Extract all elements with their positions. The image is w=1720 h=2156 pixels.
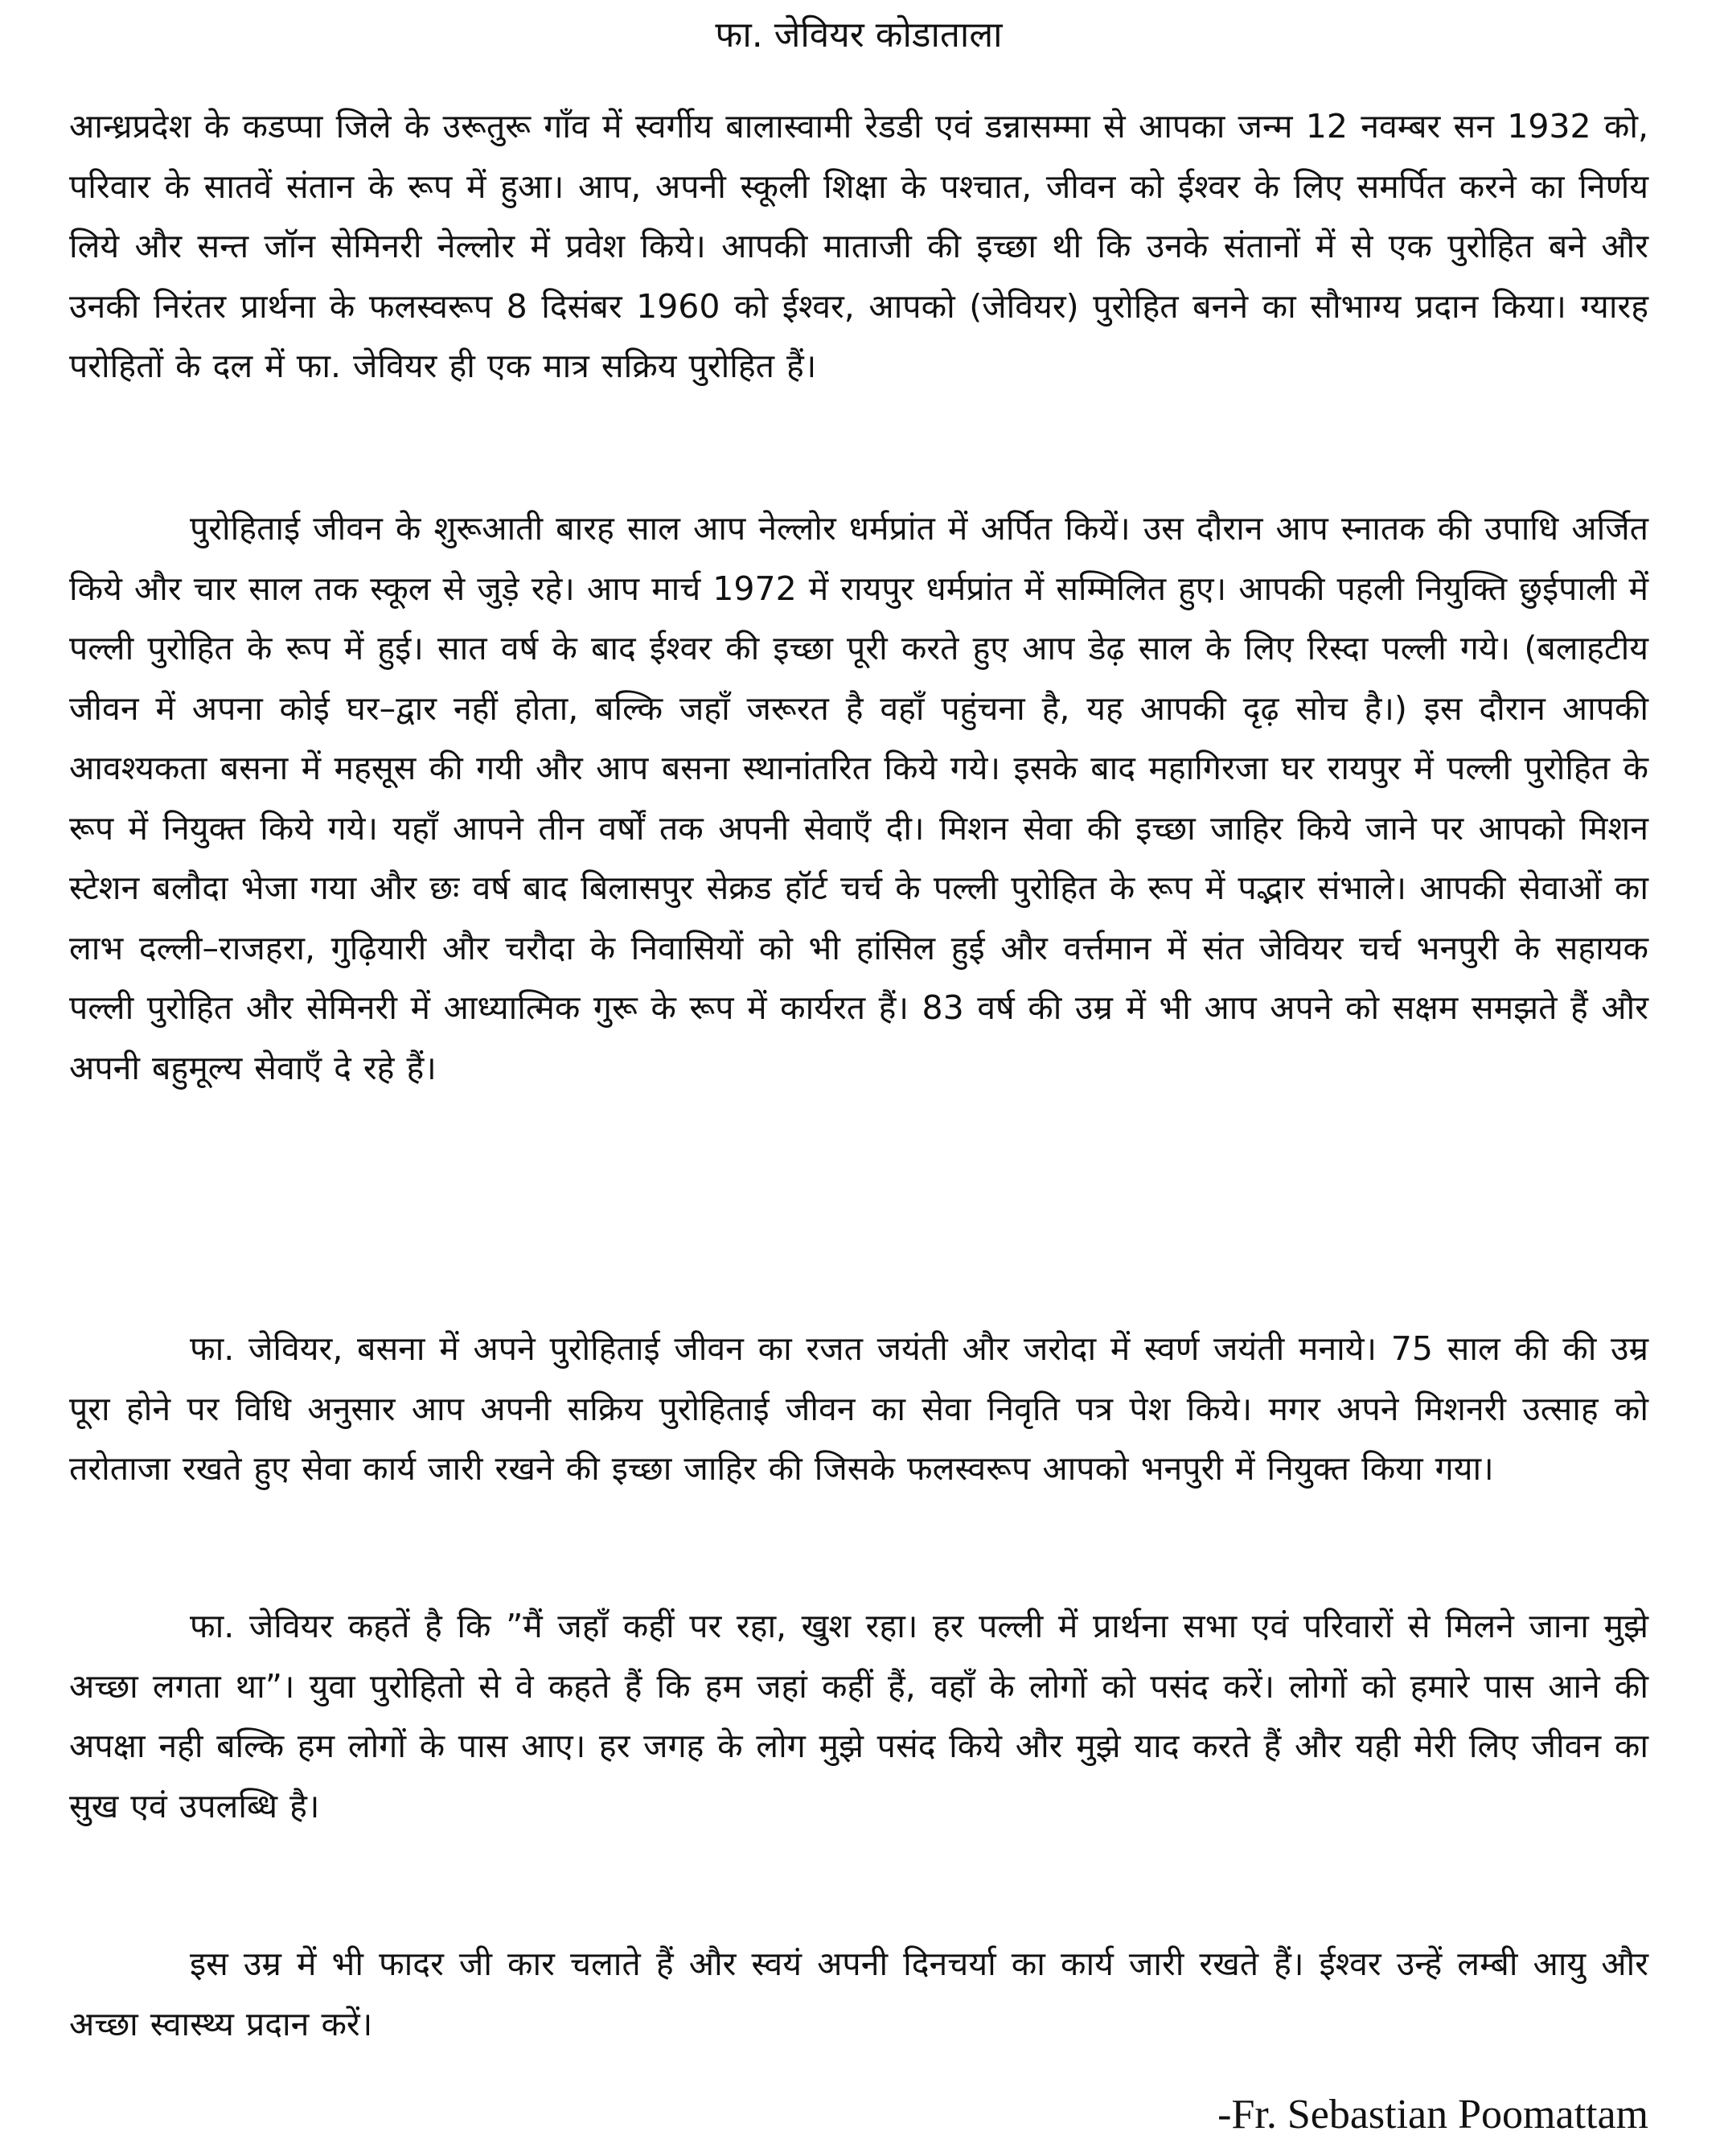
- paragraph-jubilees-and-retirement: फा. जेवियर, बसना में अपने पुरोहिताई जीवन का रजत जयंती और जरोदा में स्वर्ण जयंती मनाये। 75 साल की की उम्र पूरा होने पर विधि अनुसार आप अपनी सक्रिय पुरोहिताई जीवन का सेवा निवृति पत्र पेश किये। मगर अपने मिशनरी उत्साह को तरोताजा रखते हुए सेवा कार्य जारी रखने की इच्छा जाहिर की जिसके फलस्वरूप आपको भनपुरी में नियुक्त किया गया।: [69, 1329, 1648, 1488]
- document-title: फा. जेवियर कोडाताला: [715, 14, 1003, 55]
- author-signature: -Fr. Sebastian Poomattam: [1217, 2092, 1648, 2138]
- paragraph-priestly-service: पुरोहिताई जीवन के शुरूआती बारह साल आप नेल्लोर धर्मप्रांत में अर्पित कियें। उस दौरान आप स्नातक की उपाधि अर्जित किये और चार साल तक स्कूल से जुड़े रहे। आप मार्च 1972 में रायपुर धर्मप्रांत में सम्मिलित हुए। आपकी पहली नियुक्ति छुईपाली में पल्ली पुरोहित के रूप में हुई। सात वर्ष के बाद ईश्वर की इच्छा पूरी करते हुए आप डेढ़ साल के लिए रिस्दा पल्ली गये। (बलाहटीय जीवन में अपना कोई घर–द्वार नहीं होता, बल्कि जहाँ जरूरत है वहाँ पहुंचना है, यह आपकी दृढ़ सोच है।) इस दौरान आपकी आवश्यकता बसना में महसूस की गयी और आप बसना स्थानांतरित किये गये। इसके बाद महागिरजा घर रायपुर में पल्ली पुरोहित के रूप में नियुक्त किये गये। यहाँ आपने तीन वर्षों तक अपनी सेवाएँ दी। मिशन सेवा की इच्छा जाहिर किये जाने पर आपको मिशन स्टेशन बलौदा भेजा गया और छः वर्ष बाद बिलासपुर सेक्रड हॉर्ट चर्च के पल्ली पुरोहित के रूप में पद्भार संभाले। आपकी सेवाओं का लाभ दल्ली–राजहरा, गुढ़ियारी और चरौदा के निवासियों को भी हांसिल हुई और वर्त्तमान में संत जेवियर चर्च भनपुरी के सहायक पल्ली पुरोहित और सेमिनरी में आध्यात्मिक गुरू के रूप में कार्यरत हैं। 83 वर्ष की उम्र में भी आप अपने को सक्षम समझते हैं और अपनी बहुमूल्य सेवाएँ दे रहे हैं।: [69, 509, 1648, 1087]
- paragraph-quote-and-advice: फा. जेवियर कहतें है कि ”मैं जहाँ कहीं पर रहा, खुश रहा। हर पल्ली में प्रार्थना सभा एवं परिवारों से मिलने जाना मुझे अच्छा लगता था”। युवा पुरोहितो से वे कहते हैं कि हम जहां कहीं हैं, वहाँ के लोगों को पसंद करें। लोगों को हमारे पास आने की अपक्षा नही बल्कि हम लोगों के पास आए। हर जगह के लोग मुझे पसंद किये और मुझे याद करते हैं और यही मेरी लिए जीवन का सुख एवं उपलब्धि है।: [69, 1607, 1648, 1825]
- document-page: [69, 0, 1648, 2156]
- paragraph-closing-blessing: इस उम्र में भी फादर जी कार चलाते हैं और स्वयं अपनी दिनचर्या का कार्य जारी रखते हैं। ईश्वर उन्हें लम्बी आयु और अच्छा स्वास्थ्य प्रदान करें।: [69, 1945, 1648, 2043]
- paragraph-birth-and-ordination: आन्ध्रप्रदेश के कडप्पा जिले के उरूतुरू गाँव में स्वर्गीय बालास्वामी रेडडी एवं डन्नासम्मा से आपका जन्म 12 नवम्बर सन 1932 को, परिवार के सातवें संतान के रूप में हुआ। आप, अपनी स्कूली शिक्षा के पश्चात, जीवन को ईश्वर के लिए समर्पित करने का निर्णय लिये और सन्त जॉन सेमिनरी नेल्लोर में प्रवेश किये। आपकी माताजी की इच्छा थी कि उनके संतानों में से एक पुरोहित बने और उनकी निरंतर प्रार्थना के फलस्वरूप 8 दिसंबर 1960 को ईश्वर, आपको (जेवियर) पुरोहित बनने का सौभाग्य प्रदान किया। ग्यारह परोहितों के दल में फा. जेवियर ही एक मात्र सक्रिय पुरोहित हैं।: [69, 107, 1648, 385]
